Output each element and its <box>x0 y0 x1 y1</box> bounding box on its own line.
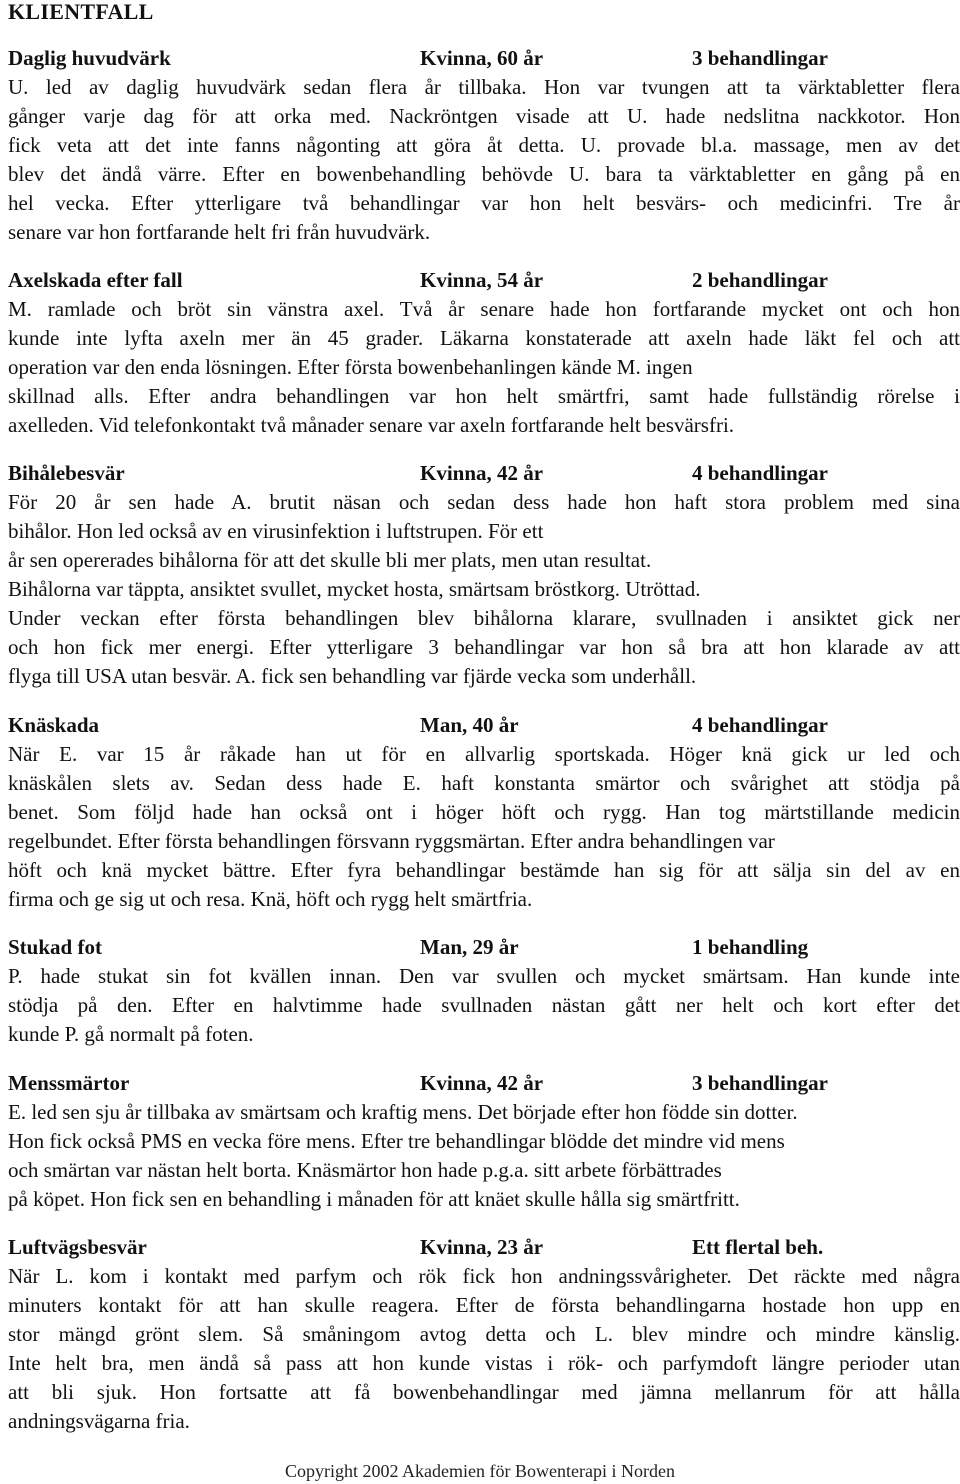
case-header <box>8 711 960 740</box>
case-text-line: operation var den enda lösningen. Efter första bowenbehanlingen kände M. ingen <box>8 355 693 379</box>
case-text-line: gånger varje dag för att orka med. Nackröntgen visade att U. hade nedslitna nackkotor. Hon <box>8 104 960 128</box>
case-header <box>8 933 960 962</box>
case-text-line: För 20 år sen hade A. brutit näsan och sedan dess hade hon haft stora problem med sina <box>8 490 960 514</box>
case-text-line: senare var hon fortfarande helt fri från huvudvärk. <box>8 220 431 244</box>
case-text-line: och smärtan var nästan helt borta. Knäsmärtor hon hade p.g.a. sitt arbete förbättrades <box>8 1158 722 1182</box>
case-text-line: skillnad alls. Efter andra behandlingen var hon helt smärtfri, samt hade fullständig rörelse i <box>8 384 960 408</box>
case-daglig-huvudvark <box>8 44 960 247</box>
case-text-line: När E. var 15 år råkade han ut för en allvarlig sportskada. Höger knä gick ur led och <box>8 742 960 766</box>
case-text-line: axelleden. Vid telefonkontakt två månader senare var axeln fortfarande helt besvärsfri. <box>8 413 735 437</box>
case-title: Bihålebesvär <box>8 461 125 485</box>
case-text-line: minuters kontakt för att han skulle reagera. Efter de första behandlingarna hostade hon upp en <box>8 1293 960 1317</box>
case-patient: Kvinna, 54 år <box>420 268 544 292</box>
case-text-line: stor mängd grönt slem. Så småningom avtog detta och L. blev mindre och mindre känslig. <box>8 1322 960 1346</box>
case-text-line: Hon fick också PMS en vecka före mens. Efter tre behandlingar blödde det mindre vid mens <box>8 1129 785 1153</box>
case-treatments: 1 behandling <box>692 935 809 959</box>
case-title: Axelskada efter fall <box>8 268 183 292</box>
case-text-line: knäskålen slets av. Sedan dess hade E. haft konstanta smärtor och svårighet att stödja på <box>8 771 960 795</box>
case-patient: Man, 40 år <box>420 713 519 737</box>
case-title: Daglig huvudvärk <box>8 46 171 70</box>
case-text-line: på köpet. Hon fick sen en behandling i månaden för att knäet skulle hålla sig smärtfritt. <box>8 1187 740 1211</box>
case-header <box>8 44 960 73</box>
case-treatments: 3 behandlingar <box>692 46 828 70</box>
case-patient: Kvinna, 42 år <box>420 1071 544 1095</box>
case-text-line: bihålor. Hon led också av en virusinfektion i luftstrupen. För ett <box>8 519 544 543</box>
case-text-line: hel vecka. Efter ytterligare två behandlingar var hon helt besvärs- och medicinfri. Tre år <box>8 191 960 215</box>
case-text-line: Under veckan efter första behandlingen blev bihålorna klarare, svullnaden i ansiktet gick ner <box>8 606 960 630</box>
case-header <box>8 1069 960 1098</box>
case-treatments: Ett flertal beh. <box>692 1235 824 1259</box>
case-bihalebesvar <box>8 459 960 691</box>
case-text-line: höft och knä mycket bättre. Efter fyra behandlingar bestämde han sig för att sälja sin del av en <box>8 858 960 882</box>
case-treatments: 2 behandlingar <box>692 268 828 292</box>
document-title: KLIENTFALL <box>8 0 154 24</box>
case-header <box>8 266 960 295</box>
case-axelskada <box>8 266 960 440</box>
case-text-line: kunde inte lyfta axeln mer än 45 grader. Läkarna konstaterade att axeln hade läkt fel och att <box>8 326 960 350</box>
case-text-line: regelbundet. Efter första behandlingen försvann ryggsmärtan. Efter andra behandlingen var <box>8 829 775 853</box>
case-text-line: kunde P. gå normalt på foten. <box>8 1022 254 1046</box>
copyright-footer: Copyright 2002 Akademien för Bowenterapi i Norden <box>285 1461 675 1481</box>
case-text-line: M. ramlade och bröt sin vänstra axel. Två år senare hade hon fortfarande mycket ont och hon <box>8 297 960 321</box>
case-header <box>8 1233 960 1262</box>
case-patient: Kvinna, 60 år <box>420 46 544 70</box>
case-text-line: Bihålorna var täppta, ansiktet svullet, mycket hosta, smärtsam bröstkorg. Utröttad. <box>8 577 701 601</box>
case-knaskada <box>8 711 960 914</box>
case-text-line: U. led av daglig huvudvärk sedan flera år tillbaka. Hon var tvungen att ta värktabletter flera <box>8 75 960 99</box>
case-title: Menssmärtor <box>8 1071 130 1095</box>
case-text-line: år sen opererades bihålorna för att det skulle bli mer plats, men utan resultat. <box>8 548 652 572</box>
case-patient: Man, 29 år <box>420 935 519 959</box>
case-menssmartor <box>8 1069 960 1214</box>
case-text-line: Inte helt bra, men ändå så pass att hon kunde vistas i rök- och parfymdoft längre perioder utan <box>8 1351 960 1375</box>
case-text-line: andningsvägarna fria. <box>8 1409 190 1433</box>
case-treatments: 3 behandlingar <box>692 1071 828 1095</box>
case-title: Knäskada <box>8 713 100 737</box>
case-stukad-fot <box>8 933 960 1049</box>
case-text-line: När L. kom i kontakt med parfym och rök fick hon andningssvårigheter. Det räckte med några <box>8 1264 960 1288</box>
case-text-line: P. hade stukat sin fot kvällen innan. Den var svullen och mycket smärtsam. Han kunde inte <box>8 964 960 988</box>
case-treatments: 4 behandlingar <box>692 713 828 737</box>
case-text-line: att bli sjuk. Hon fortsatte att få bowenbehandlingar med jämna mellanrum för att hålla <box>8 1380 960 1404</box>
case-patient: Kvinna, 23 år <box>420 1235 544 1259</box>
case-luftvagsbesvar <box>8 1233 960 1436</box>
case-text-line: flyga till USA utan besvär. A. fick sen behandling var fjärde vecka som underhåll. <box>8 664 697 688</box>
case-title: Stukad fot <box>8 935 102 959</box>
case-text-line: stödja på den. Efter en halvtimme hade svullnaden nästan gått ner helt och kort efter det <box>8 993 960 1017</box>
case-text-line: och hon fick mer energi. Efter ytterligare 3 behandlingar var hon så bra att hon klarade av att <box>8 635 960 659</box>
case-title: Luftvägsbesvär <box>8 1235 147 1259</box>
case-header <box>8 459 960 488</box>
case-text-line: E. led sen sju år tillbaka av smärtsam och kraftig mens. Det började efter hon födde sin dotter. <box>8 1100 798 1124</box>
case-text-line: benet. Som följd hade han också ont i höger höft och rygg. Han tog märtstillande medicin <box>8 800 960 824</box>
case-text-line: blev det ändå värre. Efter en bowenbehandling behövde U. bara ta värktabletter en gång på en <box>8 162 960 186</box>
case-text-line: firma och ge sig ut och resa. Knä, höft och rygg helt smärtfria. <box>8 887 533 911</box>
case-treatments: 4 behandlingar <box>692 461 828 485</box>
case-text-line: fick veta att det inte fanns någonting att göra åt detta. U. provade bl.a. massage, men av det <box>8 133 960 157</box>
case-patient: Kvinna, 42 år <box>420 461 544 485</box>
